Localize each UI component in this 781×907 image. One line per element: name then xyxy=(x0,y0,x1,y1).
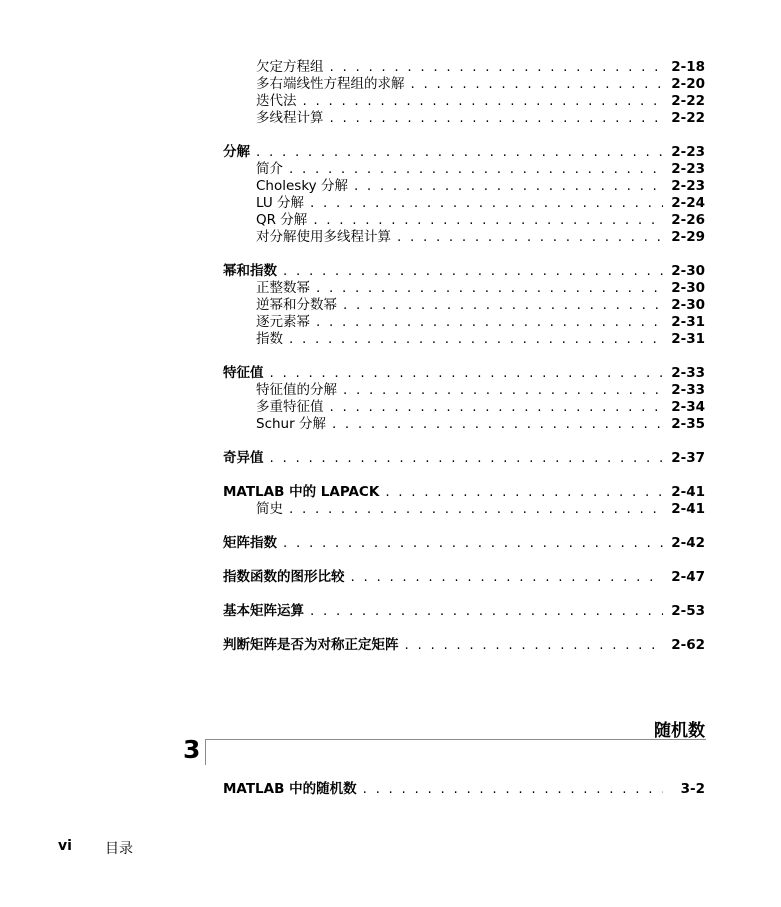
dot-leader xyxy=(330,59,664,76)
toc-entry-label: MATLAB 中的 LAPACK xyxy=(223,484,380,500)
toc-entry-label: 特征值 xyxy=(223,365,264,381)
toc-group xyxy=(223,637,705,654)
dot-leader xyxy=(332,416,663,433)
toc-entry-label: 指数函数的图形比较 xyxy=(223,569,345,585)
toc-entry-page: 2-33 xyxy=(671,365,705,381)
toc-section-entry[interactable] xyxy=(223,781,705,798)
toc-entry-page: 2-23 xyxy=(671,144,705,160)
chapter-number: 3 xyxy=(183,735,201,764)
dot-leader xyxy=(256,144,663,161)
toc-group xyxy=(223,603,705,620)
toc-group xyxy=(223,450,705,467)
dot-leader xyxy=(310,195,663,212)
toc-subsection-entry[interactable] xyxy=(223,229,705,246)
toc-group xyxy=(223,59,705,127)
toc-subsection-entry[interactable] xyxy=(223,314,705,331)
toc-entry-page: 2-22 xyxy=(671,93,705,109)
toc-entry-page: 2-31 xyxy=(671,314,705,330)
toc-entry-label: MATLAB 中的随机数 xyxy=(223,781,357,797)
toc-entry-page: 2-18 xyxy=(671,59,705,75)
toc-entry-page: 2-42 xyxy=(671,535,705,551)
dot-leader xyxy=(303,93,664,110)
toc-subsection-entry[interactable] xyxy=(223,110,705,127)
chapter-toc-list xyxy=(223,781,705,798)
toc-entry-page: 2-29 xyxy=(671,229,705,245)
toc-entry-label: 迭代法 xyxy=(256,93,297,109)
toc-entry-page: 2-23 xyxy=(671,178,705,194)
toc-entry-page: 2-30 xyxy=(671,280,705,296)
toc-entry-page: 3-2 xyxy=(680,781,705,797)
dot-leader xyxy=(354,178,663,195)
toc-entry-page: 2-41 xyxy=(671,484,705,500)
toc-subsection-entry[interactable] xyxy=(223,331,705,348)
toc-entry-page: 2-22 xyxy=(671,110,705,126)
toc-subsection-entry[interactable] xyxy=(223,76,705,93)
dot-leader xyxy=(397,229,663,246)
toc-section-entry[interactable] xyxy=(223,365,705,382)
footer-title: 目录 xyxy=(105,841,133,857)
toc-entry-label: Schur 分解 xyxy=(256,416,326,432)
toc-subsection-entry[interactable] xyxy=(223,161,705,178)
dot-leader xyxy=(343,382,663,399)
dot-leader xyxy=(343,297,663,314)
toc-group xyxy=(223,144,705,246)
toc-section-entry[interactable] xyxy=(223,144,705,161)
dot-leader xyxy=(289,501,663,518)
toc-section-entry[interactable] xyxy=(223,535,705,552)
dot-leader xyxy=(411,76,664,93)
toc-group xyxy=(223,535,705,552)
toc-section-entry[interactable] xyxy=(223,603,705,620)
toc-subsection-entry[interactable] xyxy=(223,416,705,433)
toc-section-entry[interactable] xyxy=(223,637,705,654)
toc-entry-page: 2-62 xyxy=(671,637,705,653)
toc-entry-label: 判断矩阵是否为对称正定矩阵 xyxy=(223,637,399,653)
toc-subsection-entry[interactable] xyxy=(223,178,705,195)
toc-entry-label: 特征值的分解 xyxy=(256,382,337,398)
dot-leader xyxy=(316,314,663,331)
toc-entry-page: 2-31 xyxy=(671,331,705,347)
toc-entry-label: 奇异值 xyxy=(223,450,264,466)
toc-subsection-entry[interactable] xyxy=(223,297,705,314)
toc-entry-label: 指数 xyxy=(256,331,283,347)
toc-entry-page: 2-47 xyxy=(671,569,705,585)
toc-subsection-entry[interactable] xyxy=(223,212,705,229)
dot-leader xyxy=(330,399,664,416)
toc-entry-page: 2-37 xyxy=(671,450,705,466)
toc-entry-label: QR 分解 xyxy=(256,212,308,228)
dot-leader xyxy=(283,263,663,280)
toc-subsection-entry[interactable] xyxy=(223,501,705,518)
toc-entry-label: 简史 xyxy=(256,501,283,517)
toc-entry-page: 2-30 xyxy=(671,263,705,279)
toc-subsection-entry[interactable] xyxy=(223,382,705,399)
dot-leader xyxy=(289,331,663,348)
dot-leader xyxy=(405,637,664,654)
toc-group xyxy=(223,484,705,518)
toc-subsection-entry[interactable] xyxy=(223,399,705,416)
toc-entry-label: 基本矩阵运算 xyxy=(223,603,304,619)
toc-entry-label: 简介 xyxy=(256,161,283,177)
toc-section-entry[interactable] xyxy=(223,484,705,501)
toc-entry-label: 多右端线性方程组的求解 xyxy=(256,76,405,92)
toc-entry-page: 2-34 xyxy=(671,399,705,415)
toc-entry-page: 2-41 xyxy=(671,501,705,517)
dot-leader xyxy=(270,450,664,467)
toc-entry-page: 2-33 xyxy=(671,382,705,398)
chapter-title: 随机数 xyxy=(654,721,705,741)
toc-entry-label: 矩阵指数 xyxy=(223,535,277,551)
toc-entry-page: 2-30 xyxy=(671,297,705,313)
toc-subsection-entry[interactable] xyxy=(223,59,705,76)
toc-group xyxy=(223,263,705,348)
chapter-divider xyxy=(205,739,206,765)
dot-leader xyxy=(270,365,664,382)
toc-entry-label: 幂和指数 xyxy=(223,263,277,279)
toc-entry-label: 正整数幂 xyxy=(256,280,310,296)
dot-leader xyxy=(316,280,663,297)
toc-entry-label: 多重特征值 xyxy=(256,399,324,415)
toc-entry-label: 对分解使用多线程计算 xyxy=(256,229,391,245)
dot-leader xyxy=(363,781,663,798)
toc-entry-page: 2-26 xyxy=(671,212,705,228)
toc-list xyxy=(223,59,705,671)
toc-entry-label: 逆幂和分数幂 xyxy=(256,297,337,313)
dot-leader xyxy=(313,212,663,229)
toc-entry-label: 分解 xyxy=(223,144,250,160)
toc-entry-label: Cholesky 分解 xyxy=(256,178,348,194)
dot-leader xyxy=(351,569,664,586)
toc-entry-label: LU 分解 xyxy=(256,195,305,211)
toc-entry-page: 2-53 xyxy=(671,603,705,619)
toc-group xyxy=(223,569,705,586)
toc-entry-label: 逐元素幂 xyxy=(256,314,310,330)
toc-section-entry[interactable] xyxy=(223,263,705,280)
toc-section-entry[interactable] xyxy=(223,450,705,467)
toc-entry-page: 2-35 xyxy=(671,416,705,432)
toc-group xyxy=(223,365,705,433)
toc-subsection-entry[interactable] xyxy=(223,280,705,297)
toc-entry-page: 2-23 xyxy=(671,161,705,177)
footer-page-number: vi xyxy=(58,838,72,854)
dot-leader xyxy=(385,484,663,501)
toc-entry-page: 2-20 xyxy=(671,76,705,92)
toc-entry-label: 多线程计算 xyxy=(256,110,324,126)
dot-leader xyxy=(289,161,663,178)
toc-subsection-entry[interactable] xyxy=(223,195,705,212)
toc-section-entry[interactable] xyxy=(223,569,705,586)
toc-subsection-entry[interactable] xyxy=(223,93,705,110)
dot-leader xyxy=(310,603,663,620)
toc-entry-label: 欠定方程组 xyxy=(256,59,324,75)
dot-leader xyxy=(330,110,664,127)
toc-entry-page: 2-24 xyxy=(671,195,705,211)
dot-leader xyxy=(283,535,663,552)
chapter-rule xyxy=(205,739,706,740)
